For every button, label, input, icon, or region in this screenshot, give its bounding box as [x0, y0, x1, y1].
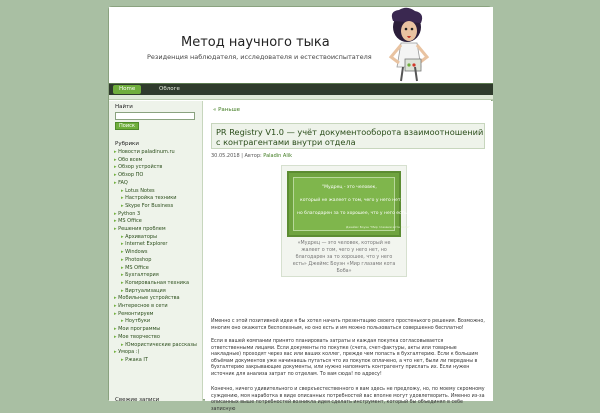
sidebar-category-link[interactable]: ▸ MS Office [114, 218, 142, 225]
sidebar-category-link[interactable]: ▸ Обзор устройств [114, 164, 162, 171]
mascot-icon [371, 7, 445, 83]
sidebar-category-link[interactable]: ▸ Python 3 [114, 211, 140, 218]
sidebar-category-link[interactable]: ▸ Новости paladinum.ru [114, 149, 175, 156]
search-input[interactable] [115, 112, 195, 120]
sidebar-category-link[interactable]: ▸ Мои программы [114, 326, 160, 333]
nav-about-link[interactable]: Облоге [159, 86, 180, 92]
post-title[interactable]: PR Registry V1.0 — учёт документооборота взаимоотношений с контрагентами внутри отдела [216, 127, 484, 147]
sidebar-category-link[interactable]: ▸ Юмористические рассказы [121, 342, 197, 349]
sidebar-category-link[interactable]: ▸ Обо всем [114, 157, 142, 164]
search-button[interactable]: Поиск [115, 122, 139, 130]
quote-image-panel [293, 177, 410, 231]
sidebar-category-link[interactable]: ▸ Windows [121, 249, 147, 256]
meta-separator: | Автор: [239, 153, 264, 159]
sidebar-category-link[interactable]: ▸ Умора :) [114, 349, 139, 356]
sidebar [109, 101, 203, 401]
sidebar-category-link[interactable]: ▸ Ржака IT [121, 357, 148, 364]
search-label: Найти [115, 104, 133, 110]
sidebar-category-link[interactable]: ▸ Мобильные устройства [114, 295, 180, 302]
previous-posts-link[interactable]: « Раньше [213, 107, 241, 113]
quote-line: "Мудрец - это человек, [322, 185, 377, 190]
sidebar-category-link[interactable]: ▸ Skype For Business [121, 203, 173, 210]
post-paragraph: Конечно, ничего удивительного и сверхъестественного я вам здесь не предложу, но, по моему скромному суждению, моя наработка в виде описанных потребностей вас вполне могут удовлетворить. Именно из-за описанных выше потребностей возникла идея сделать инструмент, который бы объединял в себе записную [211, 387, 485, 412]
image-caption: «Мудрец — это человек, который не жалеет о том, чего у него нет, но благодарен за то хорошее, что у него есть» Джеймс Боуэн «Мир глазами кота Боба» [292, 241, 396, 274]
sidebar-category-link[interactable]: ▸ Бухгалтерия [121, 272, 159, 279]
page-wrapper [108, 6, 492, 412]
sidebar-category-link[interactable]: ▸ Интересное в сети [114, 303, 168, 310]
post-paragraph: Именно с этой позитивной идеи я бы хотел начать презентацию своего простенького решения. Возможно, многим оно окажется бесполезным, но оно есть и им можно пользоваться совершенно бесплатно! [211, 319, 485, 331]
quote-line: который не жалеет о том, чего у него нет, [300, 198, 402, 203]
site-header [109, 7, 493, 83]
sidebar-category-link[interactable]: ▸ Обзор ПО [114, 172, 143, 179]
sidebar-category-link[interactable]: ▸ Ремонтируем [114, 311, 153, 318]
quote-line: но благодарен за то хорошее, что у него есть" [297, 211, 409, 216]
sidebar-category-link[interactable]: ▸ Ноутбуки [121, 318, 150, 325]
sidebar-category-link[interactable]: ▸ Решения проблем [114, 226, 166, 233]
sidebar-category-link[interactable]: ▸ Виртуализация [121, 288, 166, 295]
post-title-box [211, 123, 485, 149]
main-navigation [109, 83, 493, 95]
nav-home-link[interactable]: Home [113, 85, 141, 94]
site-description: Резиденция наблюдателя, исследователя и естествоиспытателя [147, 53, 372, 61]
sidebar-category-link[interactable]: ▸ FAQ [114, 180, 128, 187]
post-date: 30.05.2018 [211, 153, 240, 159]
post-paragraph: Если в вашей компании принято планировать затраты и каждая покупка согласовывается ответственными лицами. Если документы по покупке (счета, счет-фактуры, акты или товарные накладные) проходят через вас или ваших коллег, прежде чем попасть в бухгалтерию. Если к большим объёмам документов уже начинаешь путаться что из покупок оплачено, а что нет, были ли переданы в бухгалтерию закрывающие документы, или нужно напомнить контрагенту прислать их. Если нужен источник для анализа затрат по отделам. То вам сюда! по адресу! [211, 339, 479, 377]
quote-signature: Джеймс Боуэн "Мир глазами кота Боба" [346, 225, 410, 229]
quote-figure [281, 165, 410, 277]
recent-posts-heading: Свежие записи [115, 397, 160, 403]
sidebar-category-link[interactable]: ▸ Мое творчество [114, 334, 160, 341]
sidebar-category-link[interactable]: ▸ Internet Explorer [121, 241, 167, 248]
sidebar-category-link[interactable]: ▸ Копировальная техника [121, 280, 189, 287]
sidebar-category-link[interactable]: ▸ Архиваторы [121, 234, 157, 241]
main-content [205, 101, 493, 412]
quote-image[interactable] [287, 171, 410, 237]
post-meta [211, 153, 292, 159]
sidebar-category-link[interactable]: ▸ Настройка техники [121, 195, 177, 202]
nav-subbar [109, 95, 493, 100]
sidebar-category-link[interactable]: ▸ MS Office [121, 265, 149, 272]
sidebar-category-link[interactable]: ▸ Photoshop [121, 257, 151, 264]
site-title[interactable]: Метод научного тыка [181, 35, 330, 50]
sidebar-category-link[interactable]: ▸ Lotus Notes [121, 188, 155, 195]
post-author-link[interactable]: Paladin Alik [263, 153, 293, 159]
rubrics-heading: Рубрики [115, 141, 139, 147]
